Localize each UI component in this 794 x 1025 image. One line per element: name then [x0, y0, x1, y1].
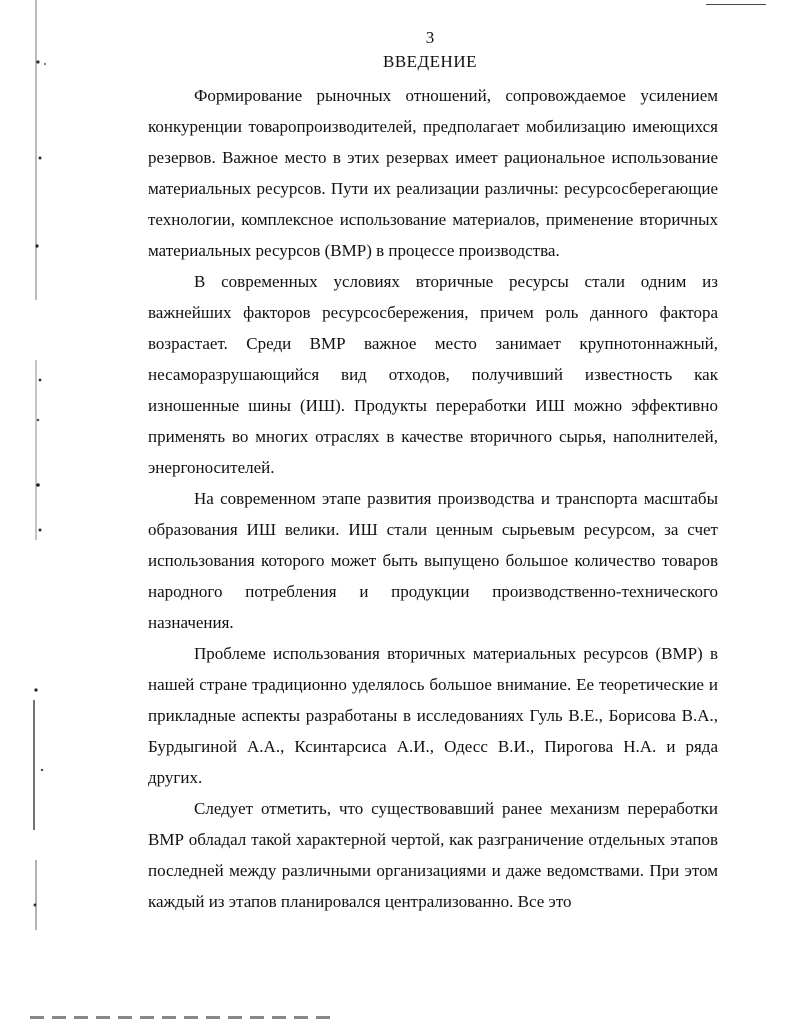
paragraph-3: На современном этапе развития производства и транспорта масштабы образования ИШ велики. ИШ стали ценным сырьевым ресурсом, за счет использования которого может быть выпущено большое количество товаров народного потребления и продукции производственно-технического назначения.: [148, 489, 718, 632]
scan-top-rule: [706, 4, 766, 5]
scan-bottom-edge: [30, 1016, 330, 1019]
paragraph-1: Формирование рыночных отношений, сопровождаемое усилением конкуренции товаропроизводителей, предполагает мобилизацию имеющихся резервов. Важное место в этих резервах имеет рациональное использование материальных ресурсов. Пути их реализации различны: ресурсосберегающие технологии, комплексное использование материалов, применение вторичных материальных ресурсов (ВМР) в процессе производства.: [148, 86, 718, 260]
paragraph-5: Следует отметить, что существовавший ранее механизм переработки ВМР обладал такой характерной чертой, как разграничение отдельных этапов последней между различными организациями и даже ведомствами. При этом каждый из этапов планировался централизованно. Все это: [148, 799, 718, 911]
document-body: [148, 80, 718, 917]
paragraph-2: В современных условиях вторичные ресурсы стали одним из важнейших факторов ресурсосбережения, причем роль данного фактора возрастает. Среди ВМР важное место занимает крупнотоннажный, несаморазрушающийся вид отходов, получивший известность как изношенные шины (ИШ). Продукты переработки ИШ можно эффективно применять во многих отраслях в качестве вторичного сырья, наполнителей, энергоносителей.: [148, 272, 718, 477]
scan-margin-marks: [0, 0, 60, 1025]
page-number: 3: [425, 28, 435, 47]
page-title: ВВЕДЕНИЕ: [383, 52, 477, 71]
paragraph-4: Проблеме использования вторичных материальных ресурсов (ВМР) в нашей стране традиционно уделялось большое внимание. Ее теоретические и прикладные аспекты разработаны в исследованиях Гуль В.Е., Борисова В.А., Бурдыгиной А.А., Ксинтарсиса А.И., Одесс В.И., Пирогова Н.А. и ряда других.: [148, 644, 718, 787]
